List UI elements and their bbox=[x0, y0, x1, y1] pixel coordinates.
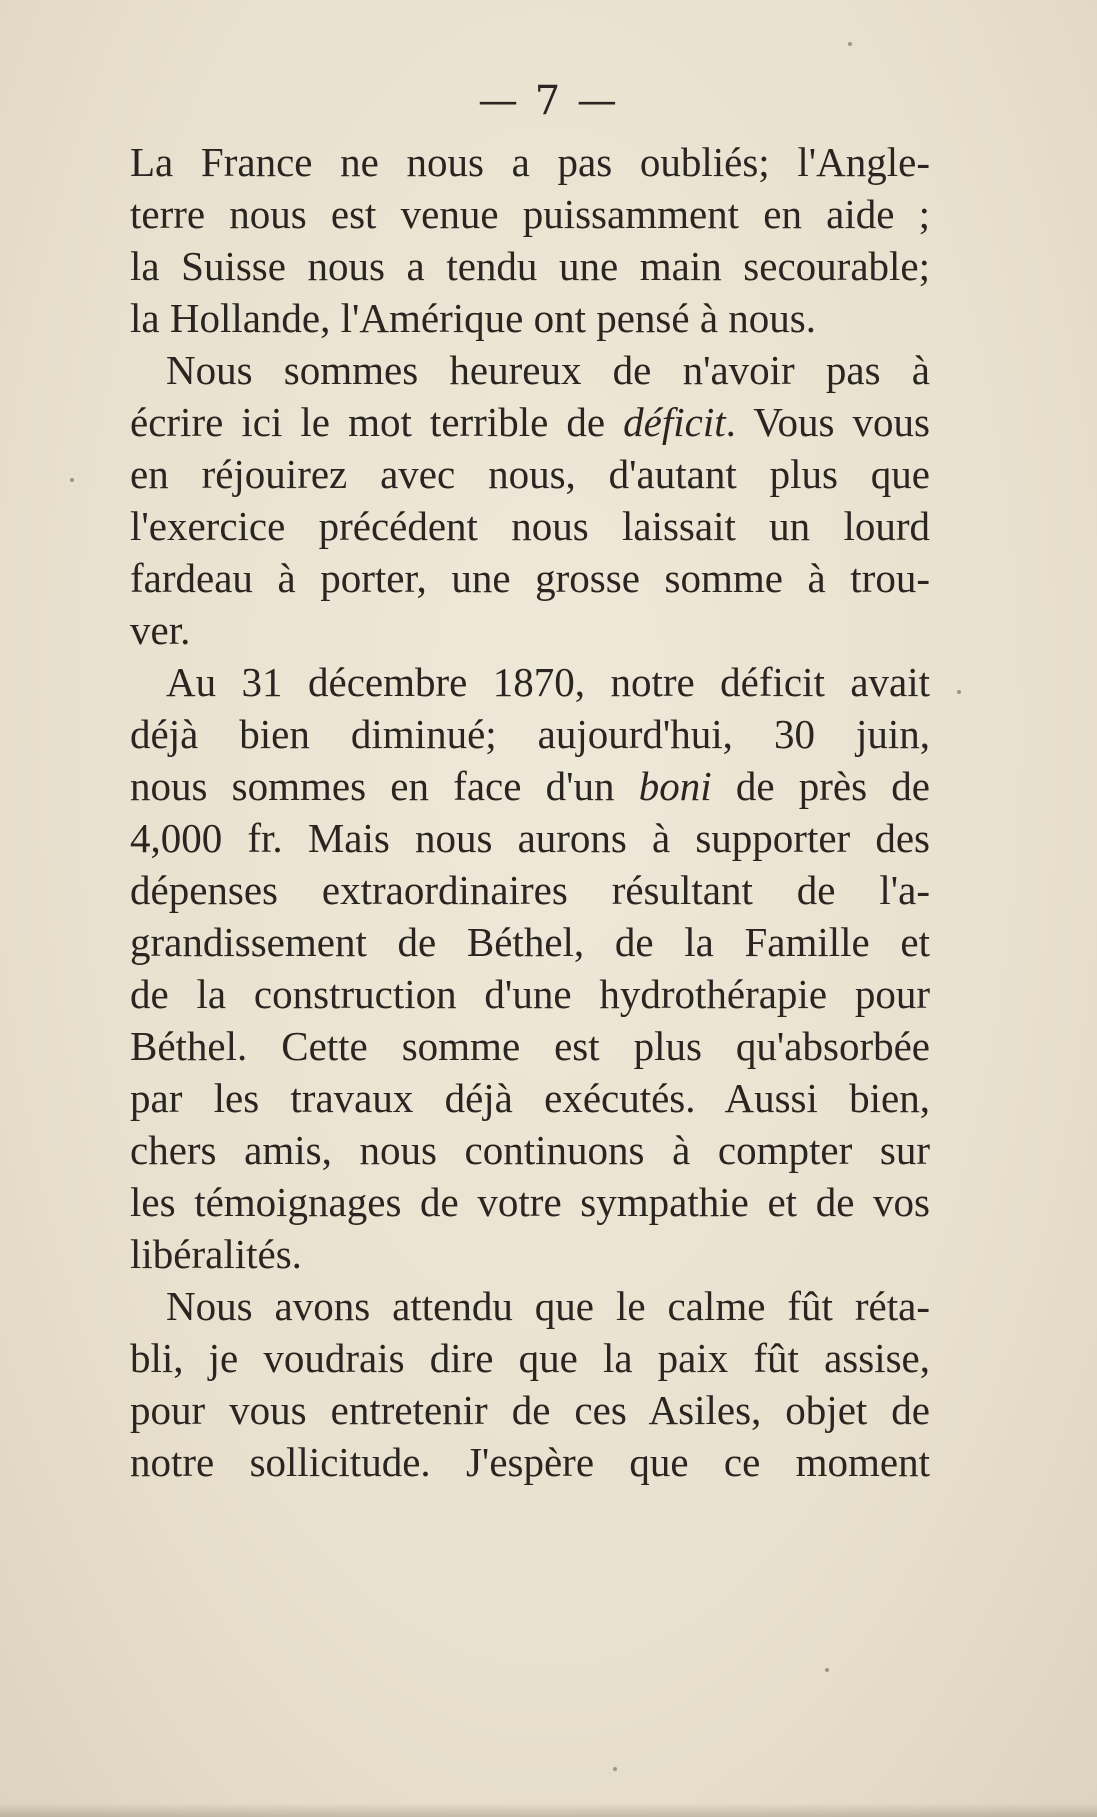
text-line: la Suisse nous a tendu une main secourable; bbox=[130, 243, 930, 289]
text-line bbox=[130, 396, 930, 448]
text-line: de la construction d'une hydrothérapie pour bbox=[130, 971, 930, 1017]
text-line: 4,000 fr. Mais nous aurons à supporter des bbox=[130, 815, 930, 861]
text-line: Au 31 décembre 1870, notre déficit avait bbox=[166, 659, 930, 705]
text-line: chers amis, nous continuons à compter sur bbox=[130, 1127, 930, 1173]
italic-word: déficit bbox=[623, 399, 726, 445]
text-segment: écrire ici le mot terrible de bbox=[130, 399, 624, 445]
page-number: — 7 — bbox=[478, 78, 619, 124]
text-line: grandissement de Béthel, de la Famille et bbox=[130, 919, 930, 965]
text-line: Nous avons attendu que le calme fût réta- bbox=[166, 1283, 930, 1329]
paper-speck bbox=[70, 478, 74, 482]
text-line: la Hollande, l'Amérique ont pensé à nous. bbox=[130, 295, 816, 341]
paragraph-2 bbox=[130, 344, 930, 656]
paragraph-1 bbox=[130, 136, 930, 344]
text-line: en réjouirez avec nous, d'autant plus que bbox=[130, 451, 930, 497]
italic-word: boni bbox=[638, 763, 712, 809]
paper-speck bbox=[613, 1767, 617, 1771]
body-text bbox=[130, 136, 930, 1488]
paper-speck bbox=[825, 1668, 829, 1672]
text-line: notre sollicitude. J'espère que ce moment bbox=[130, 1439, 930, 1485]
text-line: Béthel. Cette somme est plus qu'absorbée bbox=[130, 1023, 930, 1069]
paragraph-4 bbox=[130, 1280, 930, 1488]
text-segment: . Vous vous bbox=[725, 399, 930, 445]
paper-speck bbox=[848, 42, 852, 46]
text-line: fardeau à porter, une grosse somme à trou- bbox=[130, 555, 930, 601]
text-line: ver. bbox=[130, 607, 191, 653]
text-line: Nous sommes heureux de n'avoir pas à bbox=[166, 347, 930, 393]
text-line: par les travaux déjà exécutés. Aussi bien, bbox=[130, 1075, 930, 1121]
text-line: terre nous est venue puissamment en aide ; bbox=[130, 191, 930, 237]
text-line: libéralités. bbox=[130, 1231, 302, 1277]
text-segment: nous sommes en face d'un bbox=[130, 763, 639, 809]
text-line bbox=[130, 760, 930, 812]
text-line: bli, je voudrais dire que la paix fût assise, bbox=[130, 1335, 930, 1381]
paper-speck bbox=[957, 690, 961, 694]
text-line: l'exercice précédent nous laissait un lourd bbox=[130, 503, 930, 549]
text-line: dépenses extraordinaires résultant de l'a- bbox=[130, 867, 930, 913]
text-segment: de près de bbox=[711, 763, 930, 809]
text-line: les témoignages de votre sympathie et de vos bbox=[130, 1179, 930, 1225]
text-line: pour vous entretenir de ces Asiles, objet de bbox=[130, 1387, 930, 1433]
page-edge-shadow bbox=[0, 1803, 1097, 1817]
paragraph-3 bbox=[130, 656, 930, 1280]
text-line: déjà bien diminué; aujourd'hui, 30 juin, bbox=[130, 711, 930, 757]
text-line: La France ne nous a pas oubliés; l'Angle- bbox=[130, 139, 930, 185]
